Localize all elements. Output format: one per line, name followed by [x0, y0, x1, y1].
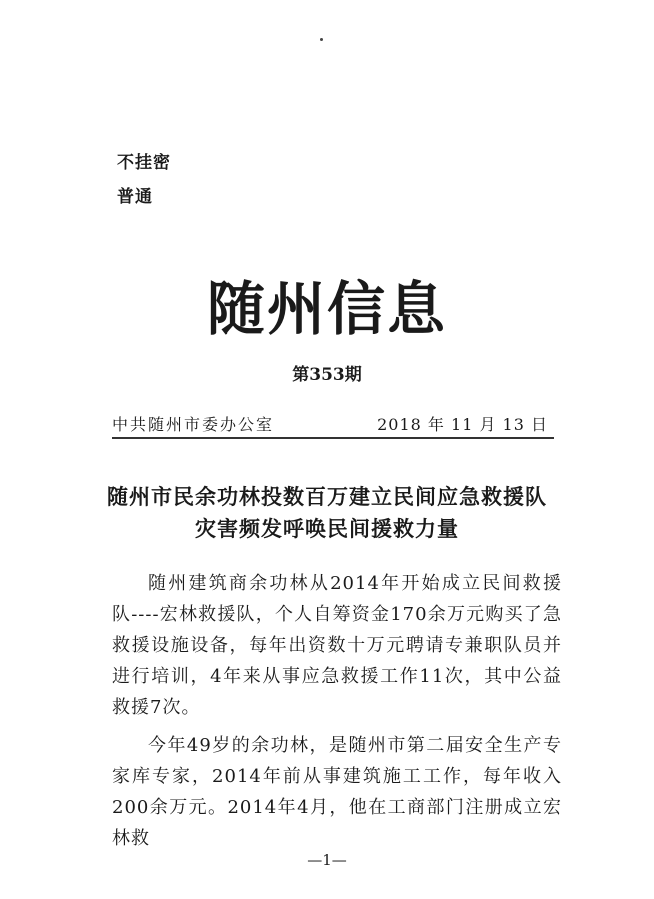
paragraph: 随州建筑商余功林从2014年开始成立民间救援队----宏林救援队，个人自筹资金170余万元购买了急救援设施设备，每年出资数十万元聘请专兼职队员并进行培训，4年来从事应急救援工作11次，其中公益救援7次。: [112, 573, 562, 718]
issue-date: 2018 年 11 月 13 日: [377, 415, 548, 434]
secrecy-level: 不挂密: [117, 153, 171, 173]
article-headline: 随州市民余功林投数百万建立民间应急救援队: [107, 484, 547, 509]
issuer-line: [112, 412, 554, 436]
header-rule: [112, 437, 554, 439]
issuer-name: 中共随州市委办公室: [112, 415, 275, 434]
urgency-level: 普通: [117, 187, 153, 207]
issue-number: 第353期: [292, 365, 362, 385]
scan-speck: [320, 38, 323, 41]
paragraph: 今年49岁的余功林，是随州市第二届安全生产专家库专家，2014年前从事建筑施工工作，每年收入200余万元。2014年4月，他在工商部门注册成立宏林救: [112, 735, 562, 849]
article-body-paragraph-1: [112, 568, 562, 723]
article-subheadline: 灾害频发呼唤民间援救力量: [195, 516, 459, 541]
page-number: —1—: [307, 851, 347, 869]
masthead-title: 随州信息: [206, 275, 447, 343]
article-body-paragraph-2: [112, 730, 562, 854]
